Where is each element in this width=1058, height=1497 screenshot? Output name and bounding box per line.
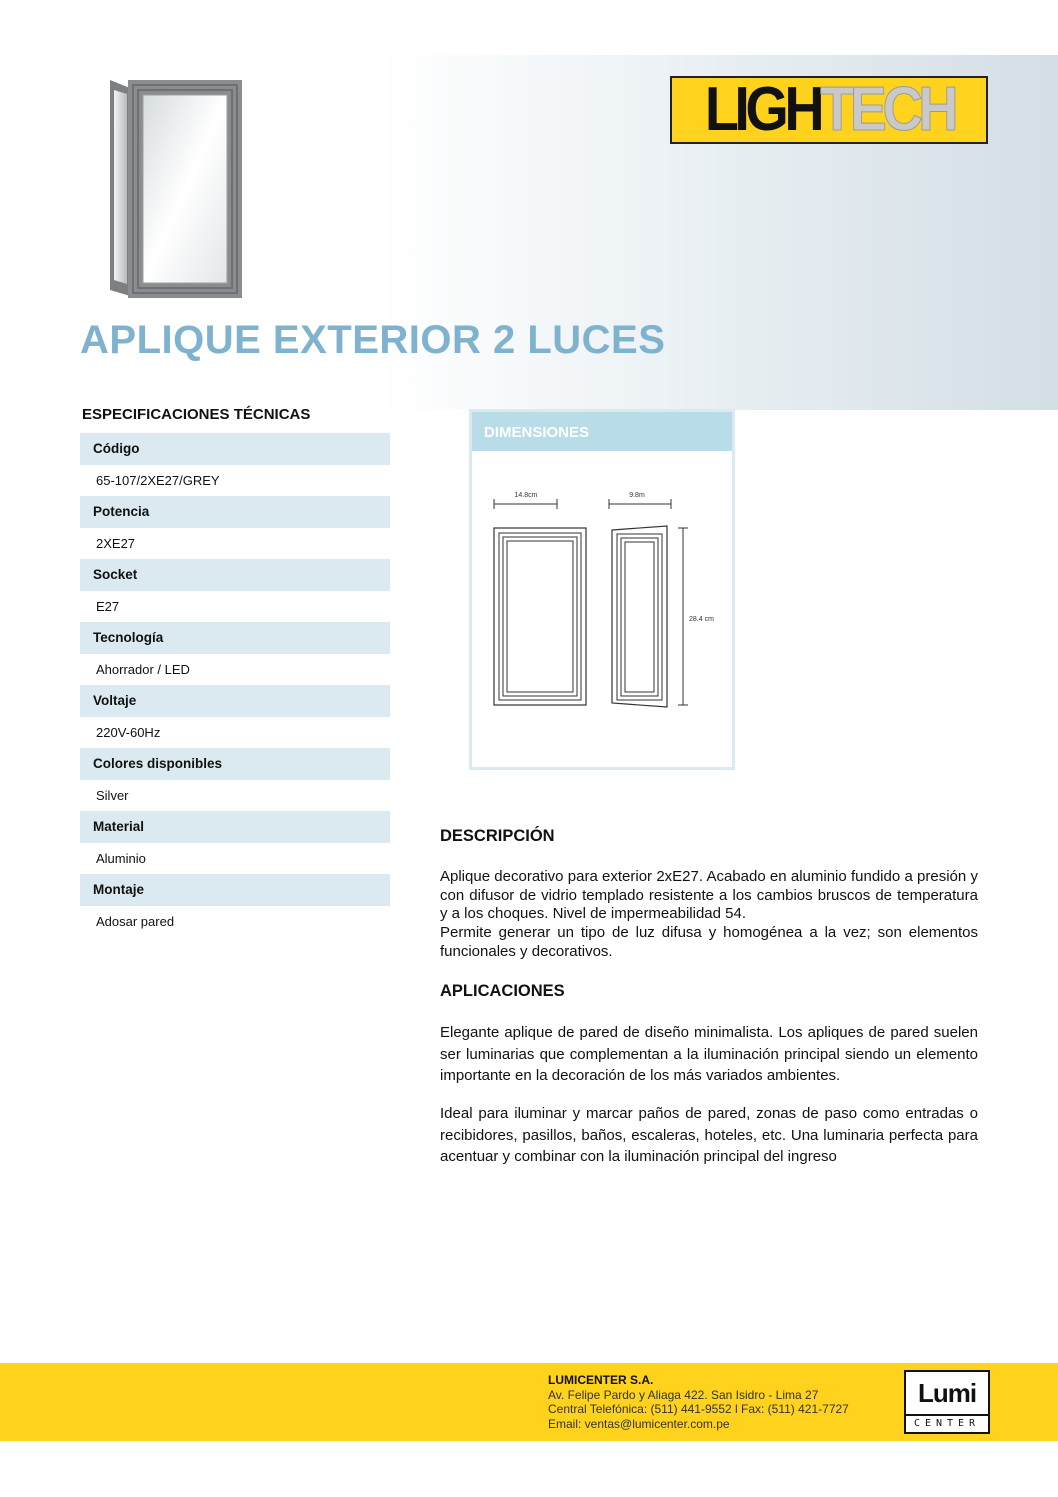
lumi-logo-word: Lumi xyxy=(917,1377,977,1408)
lumi-logo-sub: CENTER xyxy=(906,1414,988,1432)
applications-heading: APLICACIONES xyxy=(440,982,565,1000)
lumicenter-logo xyxy=(904,1370,990,1434)
description-heading: DESCRIPCIÓN xyxy=(440,827,555,845)
dimensions-panel xyxy=(469,409,735,770)
applications-paragraph-2: Ideal para iluminar y marcar paños de pared, zonas de paso como entradas o recibidores, pasillos, baños, escaleras, hoteles, etc. Una luminaria perfecta para acentuar y combinar con la iluminación principal del ingreso xyxy=(440,1105,978,1165)
spec-value-montaje: Adosar pared xyxy=(96,914,175,929)
description-paragraph-1: Aplique decorativo para exterior 2xE27. Acabado en aluminio fundido a presión y con difusor de vidrio templado resistente a los cambios bruscos de temperatura y a los choques. Nivel de impermeabilidad 54. xyxy=(440,868,978,922)
dimensions-drawing xyxy=(472,412,732,767)
spec-value-colores: Silver xyxy=(96,788,129,803)
spec-value-material: Aluminio xyxy=(96,851,146,866)
depth-dimension-label: 9.8m xyxy=(629,492,645,499)
spec-label-montaje: Montaje xyxy=(80,874,390,906)
page-title: APLIQUE EXTERIOR 2 LUCES xyxy=(80,318,666,362)
spec-label-material: Material xyxy=(80,811,390,843)
spec-value-socket: E27 xyxy=(96,599,120,614)
spec-label-socket: Socket xyxy=(80,559,390,591)
spec-label-potencia: Potencia xyxy=(80,496,390,528)
footer-band xyxy=(0,1363,1058,1441)
footer-address: Av. Felipe Pardo y Aliaga 422. San Isidro - Lima 27 xyxy=(548,1387,819,1402)
specifications-table xyxy=(80,433,390,937)
footer-contact xyxy=(548,1373,849,1431)
spec-label-tecnologia: Tecnología xyxy=(80,622,390,654)
spec-value-voltaje: 220V-60Hz xyxy=(96,725,161,740)
spec-value-codigo: 65-107/2XE27/GREY xyxy=(96,473,220,488)
logo-text-light: TECH xyxy=(819,75,954,144)
width-dimension-label: 14.8cm xyxy=(514,492,538,499)
height-dimension-label: 28.4 cm xyxy=(689,616,714,623)
dimensions-heading: DIMENSIONES xyxy=(472,412,732,451)
applications-paragraph-1: Elegante aplique de pared de diseño minimalista. Los apliques de pared suelen ser luminarias que complementan a la iluminación principal siendo un elemento importante en la decoración de los más variados ambientes. xyxy=(440,1024,978,1084)
product-image xyxy=(108,78,244,300)
specifications-heading: ESPECIFICACIONES TÉCNICAS xyxy=(82,406,311,423)
spec-label-codigo: Código xyxy=(80,433,390,465)
footer-email: Email: ventas@lumicenter.com.pe xyxy=(548,1416,730,1431)
spec-label-voltaje: Voltaje xyxy=(80,685,390,717)
description-paragraph-2: Permite generar un tipo de luz difusa y homogénea a la vez; son elementos funcionales y decorativos. xyxy=(440,924,978,960)
spec-value-tecnologia: Ahorrador / LED xyxy=(96,662,190,677)
footer-phones: Central Telefónica: (511) 441-9552 l Fax: (511) 421-7727 xyxy=(548,1402,849,1416)
footer-company: LUMICENTER S.A. xyxy=(548,1373,654,1387)
spec-label-colores: Colores disponibles xyxy=(80,748,390,780)
lightech-logo xyxy=(670,76,988,144)
logo-text-dark: LIGH xyxy=(704,75,820,144)
spec-value-potencia: 2XE27 xyxy=(96,536,136,551)
